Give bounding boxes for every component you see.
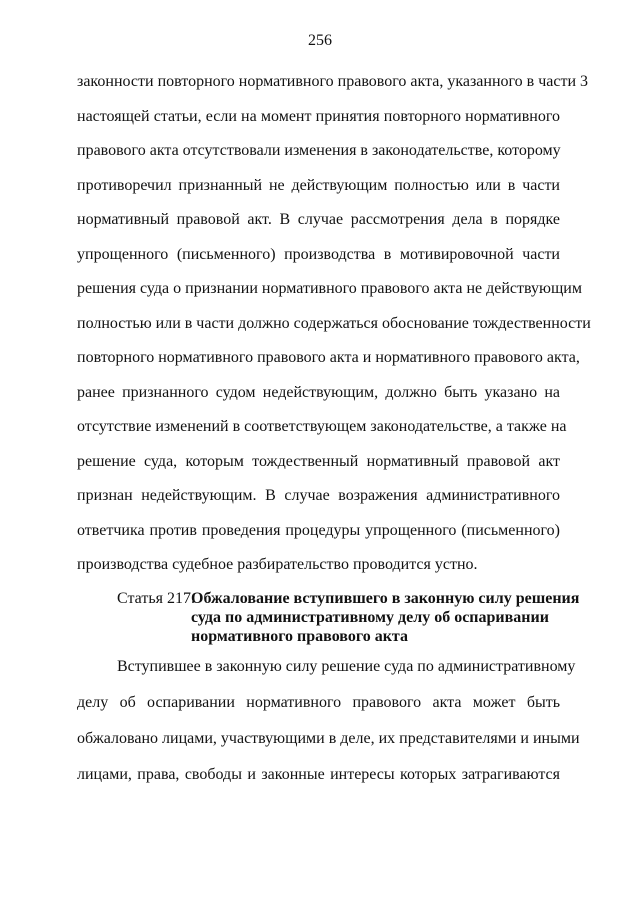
paragraph-line: упрощенного (письменного) производства в мотивировочной части [77,246,560,263]
paragraph-line: лицами, права, свободы и законные интересы которых затрагиваются [77,766,560,783]
paragraph-line: противоречил признанный не действующим полностью или в части [77,177,560,194]
paragraph-line-indented: Вступившее в законную силу решение суда по административному [117,658,576,675]
paragraph-line: повторного нормативного правового акта и нормативного правового акта, [77,349,580,366]
paragraph-line-last: производства судебное разбирательство проводится устно. [77,556,478,573]
article-title [191,589,580,646]
paragraph-line: делу об оспаривании нормативного правового акта может быть [77,694,560,711]
paragraph-line: ответчика против проведения процедуры упрощенного (письменного) [77,522,560,539]
article-title-line: суда по административному делу об оспаривании [191,609,549,626]
paragraph-line: настоящей статьи, если на момент принятия повторного нормативного [77,108,560,125]
paragraph-line: обжаловано лицами, участвующими в деле, их представителями и иными [77,730,580,747]
paragraph-line: отсутствие изменений в соответствующем законодательстве, а также на [77,418,567,435]
paragraph-line: законности повторного нормативного правового акта, указанного в части 3 [77,73,589,90]
article-number: Статья 217. [117,590,195,607]
article-title-line: нормативного правового акта [191,628,408,645]
paragraph-line: решения суда о признании нормативного правового акта не действующим [77,280,582,297]
paragraph-line: ранее признанного судом недействующим, должно быть указано на [77,384,560,401]
page-number: 256 [308,32,332,49]
paragraph-line: нормативный правовой акт. В случае рассмотрения дела в порядке [77,211,560,228]
paragraph-line: правового акта отсутствовали изменения в законодательстве, которому [77,142,561,159]
paragraph-line: решение суда, которым тождественный нормативный правовой акт [77,453,560,470]
paragraph-line: полностью или в части должно содержаться обоснование тождественности [77,315,591,332]
paragraph-line: признан недействующим. В случае возражения административного [77,487,560,504]
article-title-line: Обжалование вступившего в законную силу решения [191,590,580,607]
